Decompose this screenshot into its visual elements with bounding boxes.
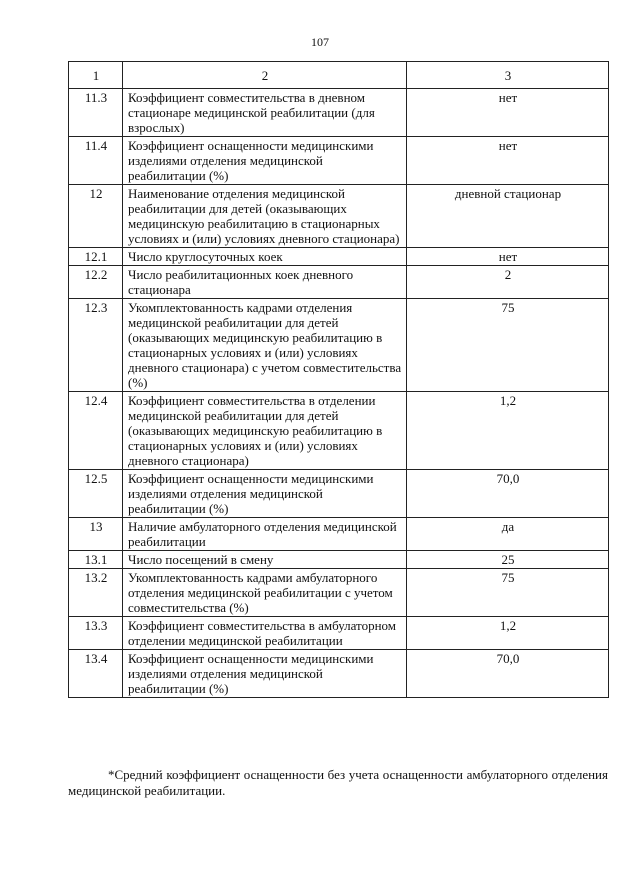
row-description: Коэффициент оснащенности медицинскими изделиями отделения медицинской реабилитации (%)	[123, 650, 407, 698]
row-description: Наличие амбулаторного отделения медицинской реабилитации	[123, 518, 407, 551]
table-row	[69, 299, 609, 392]
row-value: нет	[407, 89, 609, 137]
row-description: Коэффициент совместительства в амбулаторном отделении медицинской реабилитации	[123, 617, 407, 650]
row-value: 75	[407, 569, 609, 617]
row-value: 75	[407, 299, 609, 392]
row-value: 70,0	[407, 470, 609, 518]
data-table	[68, 61, 609, 698]
row-description: Коэффициент оснащенности медицинскими изделиями отделения медицинской реабилитации (%)	[123, 470, 407, 518]
row-description: Укомплектованность кадрами отделения медицинской реабилитации для детей (оказывающих медицинскую реабилитацию в стационарных условиях и (или) условиях дневного стационара) с учетом совместительства (%)	[123, 299, 407, 392]
row-description: Укомплектованность кадрами амбулаторного отделения медицинской реабилитации с учетом совместительства (%)	[123, 569, 407, 617]
table-row	[69, 248, 609, 266]
row-number: 12	[69, 185, 123, 248]
table-row	[69, 185, 609, 248]
row-number: 13.1	[69, 551, 123, 569]
row-description: Коэффициент совместительства в отделении медицинской реабилитации для детей (оказывающих медицинскую реабилитацию в стационарных условиях и (или) условиях дневного стационара)	[123, 392, 407, 470]
row-number: 13.3	[69, 617, 123, 650]
row-description: Наименование отделения медицинской реабилитации для детей (оказывающих медицинскую реабилитацию в стационарных условиях и (или) условиях дневного стационара)	[123, 185, 407, 248]
table-row	[69, 569, 609, 617]
table-row	[69, 89, 609, 137]
row-number: 12.5	[69, 470, 123, 518]
row-description: Число круглосуточных коек	[123, 248, 407, 266]
row-number: 13	[69, 518, 123, 551]
table-row	[69, 650, 609, 698]
table-row	[69, 617, 609, 650]
row-number: 11.4	[69, 137, 123, 185]
table-header-row	[69, 62, 609, 89]
row-value: нет	[407, 137, 609, 185]
row-description: Число посещений в смену	[123, 551, 407, 569]
row-value: 70,0	[407, 650, 609, 698]
row-value: да	[407, 518, 609, 551]
table-row	[69, 470, 609, 518]
row-value: 1,2	[407, 617, 609, 650]
row-description: Число реабилитационных коек дневного стационара	[123, 266, 407, 299]
row-description: Коэффициент оснащенности медицинскими изделиями отделения медицинской реабилитации (%)	[123, 137, 407, 185]
column-header: 1	[69, 62, 123, 89]
row-value: 1,2	[407, 392, 609, 470]
column-header: 2	[123, 62, 407, 89]
table-row	[69, 551, 609, 569]
row-number: 12.2	[69, 266, 123, 299]
row-number: 12.4	[69, 392, 123, 470]
row-value: 25	[407, 551, 609, 569]
row-number: 12.1	[69, 248, 123, 266]
row-value: 2	[407, 266, 609, 299]
row-description: Коэффициент совместительства в дневном стационаре медицинской реабилитации (для взрослых)	[123, 89, 407, 137]
page-number: 107	[311, 35, 329, 49]
row-value: дневной стационар	[407, 185, 609, 248]
table-row	[69, 266, 609, 299]
column-header: 3	[407, 62, 609, 89]
row-number: 13.2	[69, 569, 123, 617]
row-number: 11.3	[69, 89, 123, 137]
table-row	[69, 137, 609, 185]
row-value: нет	[407, 248, 609, 266]
table-row	[69, 392, 609, 470]
footnote: *Средний коэффициент оснащенности без учета оснащенности амбулаторного отделения медицинской реабилитации.	[68, 767, 608, 798]
row-number: 12.3	[69, 299, 123, 392]
row-number: 13.4	[69, 650, 123, 698]
table-row	[69, 518, 609, 551]
